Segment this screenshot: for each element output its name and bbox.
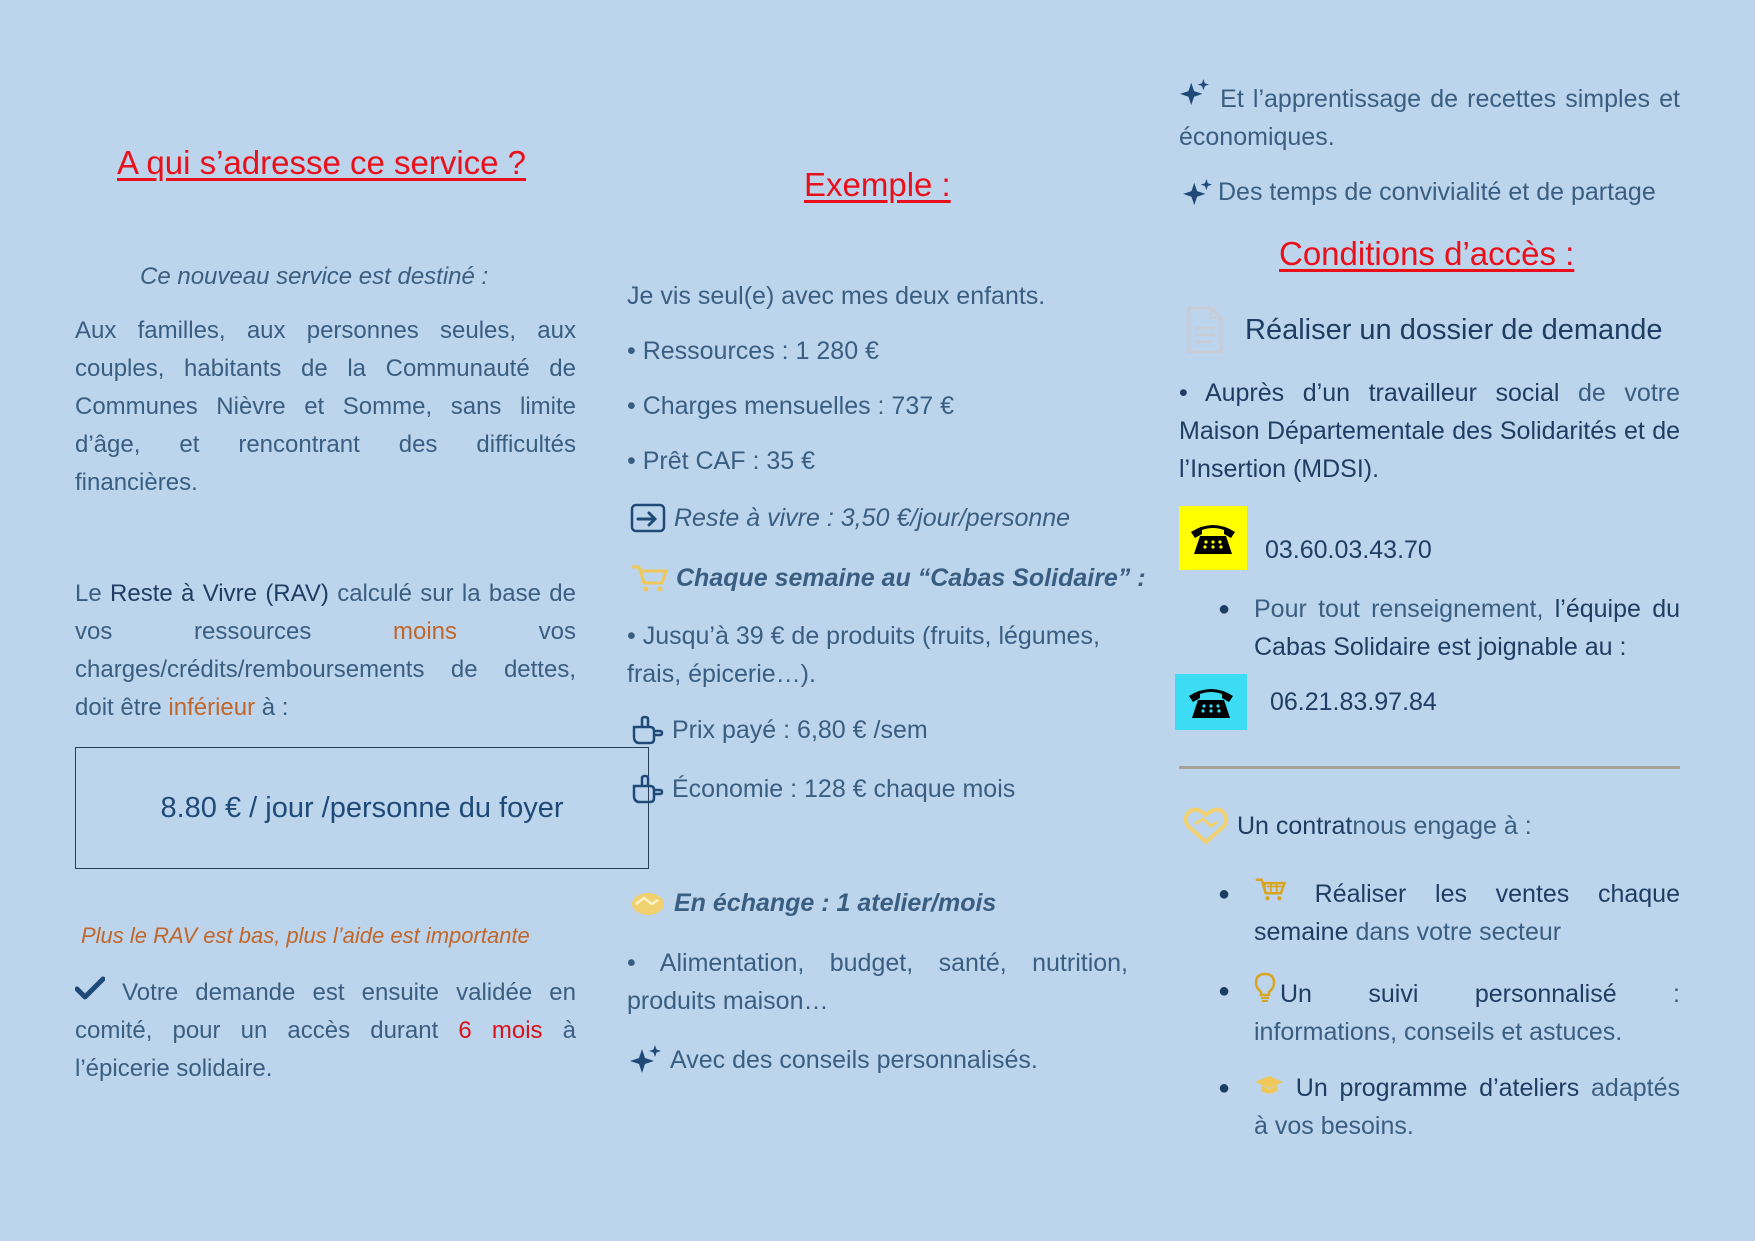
pointing-hand-icon bbox=[630, 715, 664, 745]
col3-contract: Un contrat nous engage à : bbox=[1183, 806, 1532, 846]
example-rav: Reste à vivre : 3,50 €/jour/personne bbox=[630, 503, 1070, 533]
example-loan: • Prêt CAF : 35 € bbox=[627, 447, 815, 475]
col3-info: ● Pour tout renseignement, l’équipe du Cabas Solidaire est joignable au : bbox=[1218, 595, 1681, 661]
col3-recipes: Et l’apprentissage de recettes simples et économiques. bbox=[1179, 79, 1680, 156]
rav-moins: moins bbox=[393, 618, 458, 645]
phone-icon bbox=[1175, 674, 1247, 730]
section-divider bbox=[1179, 766, 1680, 769]
col1-intro: Ce nouveau service est destiné : bbox=[140, 263, 489, 290]
rav-inferieur: inférieur bbox=[168, 694, 256, 721]
sparkles-icon bbox=[1182, 179, 1214, 207]
example-savings: Économie : 128 € chaque mois bbox=[630, 774, 1015, 804]
arrow-right-icon bbox=[630, 503, 666, 533]
shopping-cart-icon bbox=[1254, 876, 1286, 902]
rav-term: Reste à Vivre (RAV) bbox=[110, 580, 329, 607]
example-price: Prix payé : 6,80 € /sem bbox=[630, 715, 928, 745]
shopping-cart-icon bbox=[630, 563, 668, 593]
col3-dossier: Réaliser un dossier de demande bbox=[1185, 306, 1663, 354]
sparkles-icon bbox=[1179, 79, 1211, 107]
handshake-icon bbox=[1183, 806, 1229, 846]
example-topics: • Alimentation, budget, santé, nutrition, produits maison… bbox=[627, 949, 1128, 1015]
col1-validation: Votre demande est ensuite validée en comité, pour un accès durant 6 mois à l’épicerie solidaire. bbox=[75, 974, 576, 1088]
example-exchange: En échange : 1 atelier/mois bbox=[630, 889, 996, 918]
phone-number-mdsi[interactable]: 03.60.03.43.70 bbox=[1265, 536, 1432, 564]
example-situation: Je vis seul(e) avec mes deux enfants. bbox=[627, 282, 1046, 310]
commitment-follow-up: ● Un suivi personnalisé : informations, conseils et astuces. bbox=[1254, 972, 1680, 1051]
example-resources: • Ressources : 1 280 € bbox=[627, 337, 879, 365]
pointing-hand-icon bbox=[630, 774, 664, 804]
col3-social-worker: • Auprès d’un travailleur social de votre Maison Départementale des Solidarités et de l’Insertion (MDSI). bbox=[1179, 379, 1680, 483]
commitment-workshops: ● Un programme d’ateliers adaptés à vos besoins. bbox=[1218, 1074, 1680, 1140]
example-weekly: Chaque semaine au “Cabas Solidaire” : bbox=[630, 563, 1146, 593]
commitment-sales: ● Réaliser les ventes chaque semaine dans votre secteur bbox=[1254, 875, 1680, 951]
phone-number-cabas[interactable]: 06.21.83.97.84 bbox=[1270, 688, 1437, 716]
handshake-icon bbox=[630, 890, 666, 918]
col3-title: Conditions d’accès : bbox=[1279, 235, 1575, 272]
example-advice: Avec des conseils personnalisés. bbox=[630, 1045, 1038, 1075]
document-icon bbox=[1185, 306, 1225, 354]
phone-icon bbox=[1179, 506, 1247, 570]
lightbulb-icon bbox=[1254, 972, 1276, 1002]
validation-months: 6 mois bbox=[458, 1017, 543, 1044]
col1-audience: Aux familles, aux personnes seules, aux couples, habitants de la Communauté de Communes Nièvre et Somme, sans limite d’âge, et rencontrant des difficultés financières. bbox=[75, 317, 576, 496]
example-products: • Jusqu’à 39 € de produits (fruits, légumes, frais, épicerie…). bbox=[627, 622, 1100, 688]
example-charges: • Charges mensuelles : 737 € bbox=[627, 392, 954, 420]
threshold-box bbox=[75, 747, 649, 869]
col1-note: Plus le RAV est bas, plus l’aide est importante bbox=[81, 923, 530, 948]
col3-conviviality: Des temps de convivialité et de partage bbox=[1182, 178, 1656, 207]
col1-rav-paragraph: Le Reste à Vivre (RAV) calculé sur la base de vos ressources moins vos charges/crédits/remboursements de dettes, doit être inférieur à : bbox=[75, 580, 577, 721]
graduation-cap-icon bbox=[1254, 1074, 1284, 1096]
sparkles-icon bbox=[630, 1045, 662, 1075]
threshold-value: 8.80 € / jour /personne du foyer bbox=[160, 791, 564, 824]
col2-title: Exemple : bbox=[804, 166, 951, 203]
checkmark-icon bbox=[75, 976, 105, 1000]
col1-title: A qui s’adresse ce service ? bbox=[117, 144, 527, 181]
